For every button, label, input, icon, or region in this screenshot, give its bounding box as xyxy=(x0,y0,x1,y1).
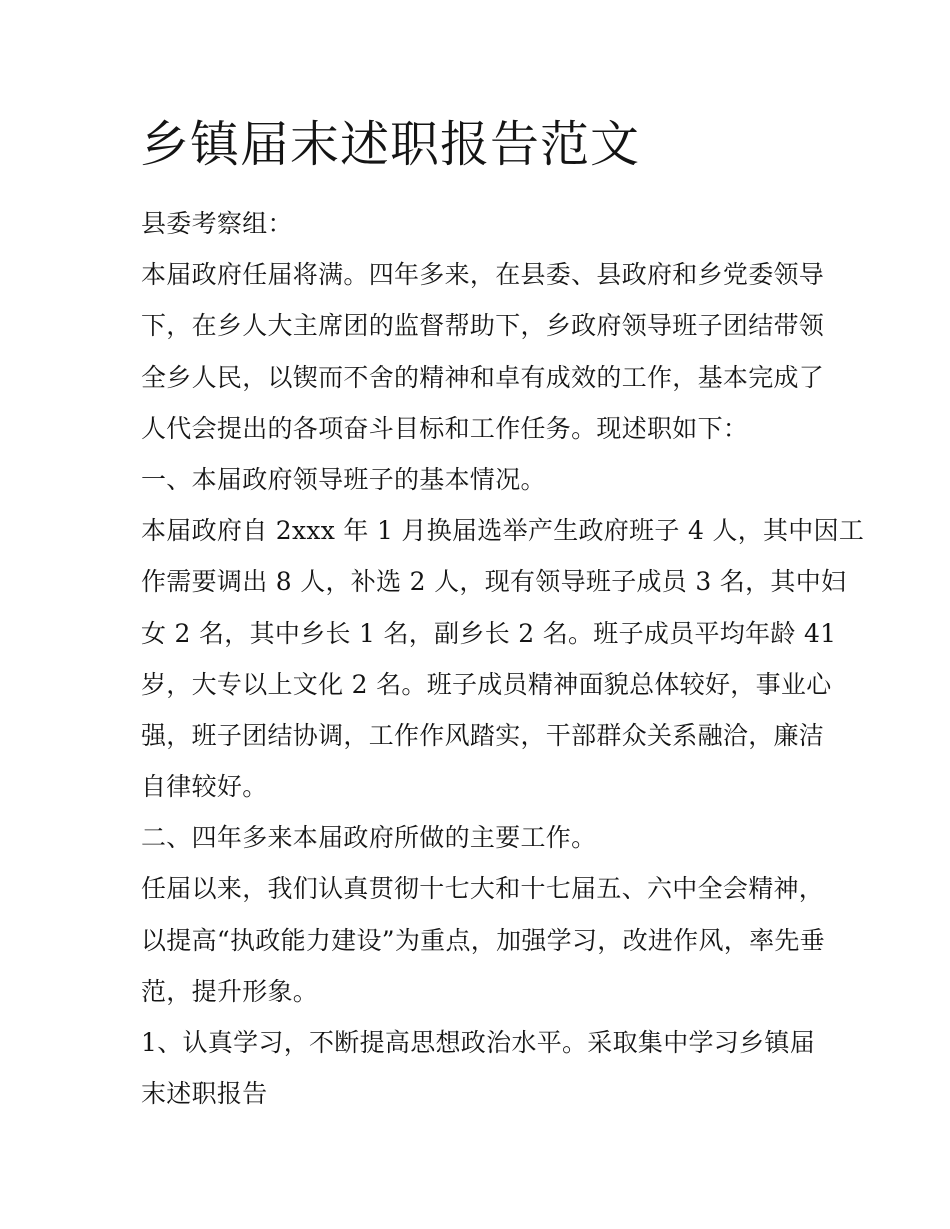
body-line: 末述职报告 xyxy=(141,1079,268,1109)
body-line: 强，班子团结协调，工作作风踏实，干部群众关系融洽，廉洁 xyxy=(141,720,825,750)
body-line: 本届政府任届将满。四年多来，在县委、县政府和乡党委领导 xyxy=(141,260,825,290)
list-item: 1、认真学习，不断提高思想政治水平。采取集中学习乡镇届 xyxy=(141,1028,816,1057)
body-line: 任届以来，我们认真贯彻十七大和十七届五、六中全会精神， xyxy=(141,874,825,904)
body-line: 以提高“执政能力建设”为重点，加强学习，改进作风，率先垂 xyxy=(141,925,825,955)
body-line: 范，提升形象。 xyxy=(141,976,319,1006)
body-line: 全乡人民，以锲而不舍的精神和卓有成效的工作，基本完成了 xyxy=(141,362,825,392)
body-line: 自律较好。 xyxy=(141,772,268,802)
section-heading: 一、本届政府领导班子的基本情况。 xyxy=(141,464,546,494)
body-line: 女 2 名，其中乡长 1 名，副乡长 2 名。班子成员平均年龄 41 xyxy=(141,618,837,648)
body-line: 岁，大专以上文化 2 名。班子成员精神面貌总体较好，事业心 xyxy=(141,669,832,699)
document-title: 乡镇届末述职报告范文 xyxy=(140,116,641,173)
document-body xyxy=(141,198,865,1119)
body-line: 人代会提出的各项奋斗目标和工作任务。现述职如下： xyxy=(141,413,749,443)
body-line: 下，在乡人大主席团的监督帮助下，乡政府领导班子团结带领 xyxy=(141,311,825,341)
body-line: 县委考察组： xyxy=(141,209,293,238)
section-heading: 二、四年多来本届政府所做的主要工作。 xyxy=(141,823,597,853)
body-line: 作需要调出 8 人，补选 2 人，现有领导班子成员 3 名，其中妇 xyxy=(141,567,847,597)
body-line: 本届政府自 2xxx 年 1 月换届选举产生政府班子 4 人，其中因工 xyxy=(141,516,865,546)
